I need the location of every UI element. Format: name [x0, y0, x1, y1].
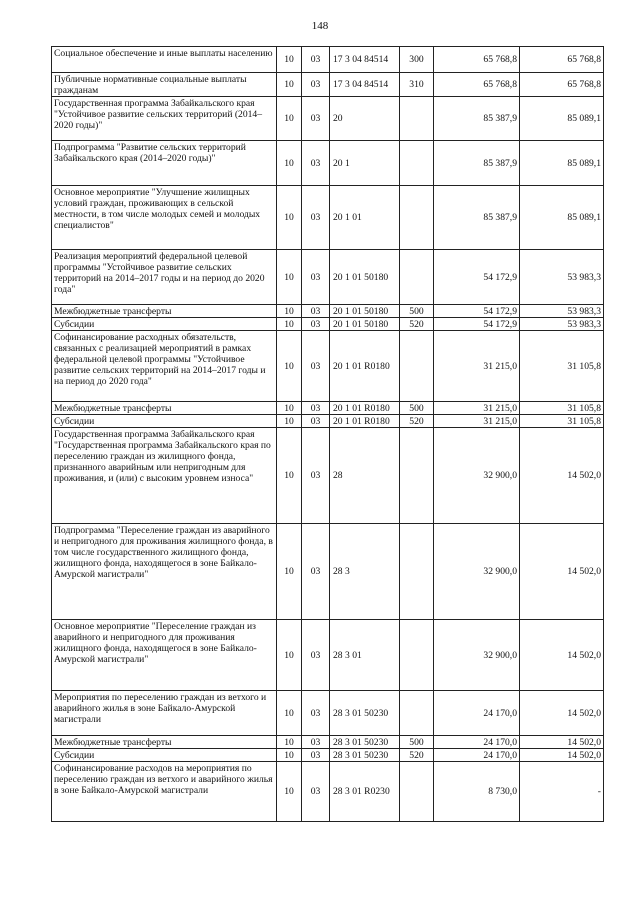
- row-expense-type: [400, 186, 434, 250]
- row-expense-type: [400, 141, 434, 186]
- row-amount-year2: 31 105,8: [520, 415, 604, 428]
- row-section: 10: [277, 620, 302, 691]
- row-subsection: 03: [302, 620, 330, 691]
- row-target-item: 20 1 01 R0180: [330, 402, 400, 415]
- row-expense-type: 520: [400, 318, 434, 331]
- row-amount-year2: 14 502,0: [520, 749, 604, 762]
- row-target-item: 20 1 01 R0180: [330, 331, 400, 402]
- row-target-item: 28 3 01 50230: [330, 736, 400, 749]
- table-row: [52, 736, 604, 749]
- row-amount-year2: 85 089,1: [520, 97, 604, 141]
- table-row: [52, 73, 604, 97]
- table-row: [52, 331, 604, 402]
- row-target-item: 17 3 04 84514: [330, 47, 400, 73]
- table-row: [52, 97, 604, 141]
- row-expense-type: [400, 428, 434, 524]
- row-name: Государственная программа Забайкальского края "Государственная программа Забайкальского края по переселению граждан из жилищного фонда, признанного аварийным или непригодным для проживания, и (или) с высоким уровнем износа": [52, 428, 277, 524]
- row-amount-year2: 31 105,8: [520, 402, 604, 415]
- row-amount-year2: -: [520, 762, 604, 822]
- row-name: Основное мероприятие "Переселение граждан из аварийного и непригодного для проживания жилищного фонда, находящегося в зоне Байкало-Амурской магистрали": [52, 620, 277, 691]
- row-amount-year2: 53 983,3: [520, 305, 604, 318]
- row-amount-year1: 32 900,0: [434, 428, 520, 524]
- row-section: 10: [277, 141, 302, 186]
- row-amount-year2: 14 502,0: [520, 736, 604, 749]
- row-amount-year2: 14 502,0: [520, 524, 604, 620]
- row-name: Межбюджетные трансферты: [52, 736, 277, 749]
- row-subsection: 03: [302, 186, 330, 250]
- row-amount-year1: 24 170,0: [434, 691, 520, 736]
- row-target-item: 20 1 01: [330, 186, 400, 250]
- row-name: Основное мероприятие "Улучшение жилищных условий граждан, проживающих в сельской местности, в том числе молодых семей и молодых специалистов": [52, 186, 277, 250]
- table-row: [52, 47, 604, 73]
- row-section: 10: [277, 186, 302, 250]
- row-target-item: 28 3 01 50230: [330, 691, 400, 736]
- row-expense-type: 520: [400, 749, 434, 762]
- row-expense-type: [400, 691, 434, 736]
- row-subsection: 03: [302, 736, 330, 749]
- row-target-item: 20 1 01 50180: [330, 318, 400, 331]
- row-target-item: 20 1: [330, 141, 400, 186]
- row-section: 10: [277, 318, 302, 331]
- row-expense-type: 500: [400, 305, 434, 318]
- row-target-item: 28: [330, 428, 400, 524]
- row-name: Софинансирование расходов на мероприятия по переселению граждан из ветхого и аварийного жилья в зоне Байкало-Амурской магистрали: [52, 762, 277, 822]
- row-amount-year2: 53 983,3: [520, 250, 604, 305]
- table-row: [52, 318, 604, 331]
- page-number: 148: [311, 20, 329, 32]
- row-name: Социальное обеспечение и иные выплаты населению: [52, 47, 277, 73]
- row-amount-year1: 65 768,8: [434, 47, 520, 73]
- row-amount-year1: 54 172,9: [434, 250, 520, 305]
- row-expense-type: [400, 524, 434, 620]
- row-subsection: 03: [302, 250, 330, 305]
- row-subsection: 03: [302, 428, 330, 524]
- table-row: [52, 186, 604, 250]
- row-name: Субсидии: [52, 318, 277, 331]
- row-subsection: 03: [302, 415, 330, 428]
- row-name: Публичные нормативные социальные выплаты гражданам: [52, 73, 277, 97]
- row-amount-year2: 65 768,8: [520, 73, 604, 97]
- row-expense-type: [400, 620, 434, 691]
- row-amount-year2: 14 502,0: [520, 691, 604, 736]
- budget-table: [51, 46, 604, 822]
- row-amount-year1: 24 170,0: [434, 736, 520, 749]
- row-target-item: 28 3: [330, 524, 400, 620]
- row-expense-type: 520: [400, 415, 434, 428]
- row-section: 10: [277, 691, 302, 736]
- table-row: [52, 250, 604, 305]
- row-amount-year2: 85 089,1: [520, 141, 604, 186]
- row-amount-year1: 31 215,0: [434, 415, 520, 428]
- row-subsection: 03: [302, 318, 330, 331]
- row-amount-year2: 53 983,3: [520, 318, 604, 331]
- row-amount-year2: 85 089,1: [520, 186, 604, 250]
- row-subsection: 03: [302, 524, 330, 620]
- row-target-item: 28 3 01 50230: [330, 749, 400, 762]
- row-section: 10: [277, 749, 302, 762]
- row-name: Государственная программа Забайкальского края "Устойчивое развитие сельских территорий (2014–2020 годы)": [52, 97, 277, 141]
- row-target-item: 28 3 01: [330, 620, 400, 691]
- row-subsection: 03: [302, 691, 330, 736]
- row-amount-year1: 85 387,9: [434, 186, 520, 250]
- row-section: 10: [277, 73, 302, 97]
- row-amount-year1: 31 215,0: [434, 331, 520, 402]
- table-row: [52, 620, 604, 691]
- row-amount-year1: 65 768,8: [434, 73, 520, 97]
- row-name: Мероприятия по переселению граждан из ветхого и аварийного жилья в зоне Байкало-Амурской магистрали: [52, 691, 277, 736]
- row-target-item: 17 3 04 84514: [330, 73, 400, 97]
- row-target-item: 20 1 01 R0180: [330, 415, 400, 428]
- row-name: Софинансирование расходных обязательств, связанных с реализацией мероприятий в рамках федеральной целевой программы "Устойчивое развитие сельских территорий на 2014–2017 годы и на период до 2020 года": [52, 331, 277, 402]
- table-row: [52, 762, 604, 822]
- row-target-item: 28 3 01 R0230: [330, 762, 400, 822]
- row-subsection: 03: [302, 97, 330, 141]
- row-name: Подпрограмма "Развитие сельских территорий Забайкальского края (2014–2020 годы)": [52, 141, 277, 186]
- table-row: [52, 415, 604, 428]
- table-row: [52, 691, 604, 736]
- row-expense-type: [400, 762, 434, 822]
- row-amount-year2: 14 502,0: [520, 620, 604, 691]
- row-amount-year2: 14 502,0: [520, 428, 604, 524]
- row-amount-year1: 31 215,0: [434, 402, 520, 415]
- row-subsection: 03: [302, 47, 330, 73]
- row-name: Межбюджетные трансферты: [52, 402, 277, 415]
- row-name: Межбюджетные трансферты: [52, 305, 277, 318]
- row-name: Субсидии: [52, 749, 277, 762]
- row-section: 10: [277, 331, 302, 402]
- row-section: 10: [277, 402, 302, 415]
- table-body: [52, 47, 604, 822]
- row-subsection: 03: [302, 141, 330, 186]
- table-row: [52, 749, 604, 762]
- table-row: [52, 428, 604, 524]
- row-name: Субсидии: [52, 415, 277, 428]
- row-subsection: 03: [302, 331, 330, 402]
- table-row: [52, 305, 604, 318]
- row-section: 10: [277, 428, 302, 524]
- table-row: [52, 524, 604, 620]
- row-target-item: 20: [330, 97, 400, 141]
- row-amount-year1: 85 387,9: [434, 97, 520, 141]
- row-subsection: 03: [302, 762, 330, 822]
- row-section: 10: [277, 47, 302, 73]
- row-section: 10: [277, 736, 302, 749]
- row-section: 10: [277, 762, 302, 822]
- row-amount-year1: 85 387,9: [434, 141, 520, 186]
- row-subsection: 03: [302, 305, 330, 318]
- row-amount-year1: 32 900,0: [434, 620, 520, 691]
- row-amount-year1: 54 172,9: [434, 305, 520, 318]
- row-amount-year2: 65 768,8: [520, 47, 604, 73]
- row-name: Реализация мероприятий федеральной целевой программы "Устойчивое развитие сельских территорий на 2014–2017 годы и на период до 2020 года": [52, 250, 277, 305]
- row-subsection: 03: [302, 73, 330, 97]
- row-amount-year1: 24 170,0: [434, 749, 520, 762]
- row-target-item: 20 1 01 50180: [330, 250, 400, 305]
- row-amount-year1: 8 730,0: [434, 762, 520, 822]
- row-expense-type: 500: [400, 736, 434, 749]
- row-expense-type: 310: [400, 73, 434, 97]
- row-amount-year1: 54 172,9: [434, 318, 520, 331]
- table-row: [52, 141, 604, 186]
- row-expense-type: 300: [400, 47, 434, 73]
- row-name: Подпрограмма "Переселение граждан из аварийного и непригодного для проживания жилищного фонда, в том числе государственного жилищного фонда, жилищного фонда, находящегося в зоне Байкало-Амурской магистрали": [52, 524, 277, 620]
- row-section: 10: [277, 305, 302, 318]
- table-row: [52, 402, 604, 415]
- row-target-item: 20 1 01 50180: [330, 305, 400, 318]
- row-expense-type: [400, 97, 434, 141]
- row-section: 10: [277, 97, 302, 141]
- row-amount-year2: 31 105,8: [520, 331, 604, 402]
- row-amount-year1: 32 900,0: [434, 524, 520, 620]
- row-section: 10: [277, 250, 302, 305]
- row-section: 10: [277, 524, 302, 620]
- row-subsection: 03: [302, 749, 330, 762]
- row-expense-type: [400, 250, 434, 305]
- row-subsection: 03: [302, 402, 330, 415]
- row-expense-type: [400, 331, 434, 402]
- row-expense-type: 500: [400, 402, 434, 415]
- row-section: 10: [277, 415, 302, 428]
